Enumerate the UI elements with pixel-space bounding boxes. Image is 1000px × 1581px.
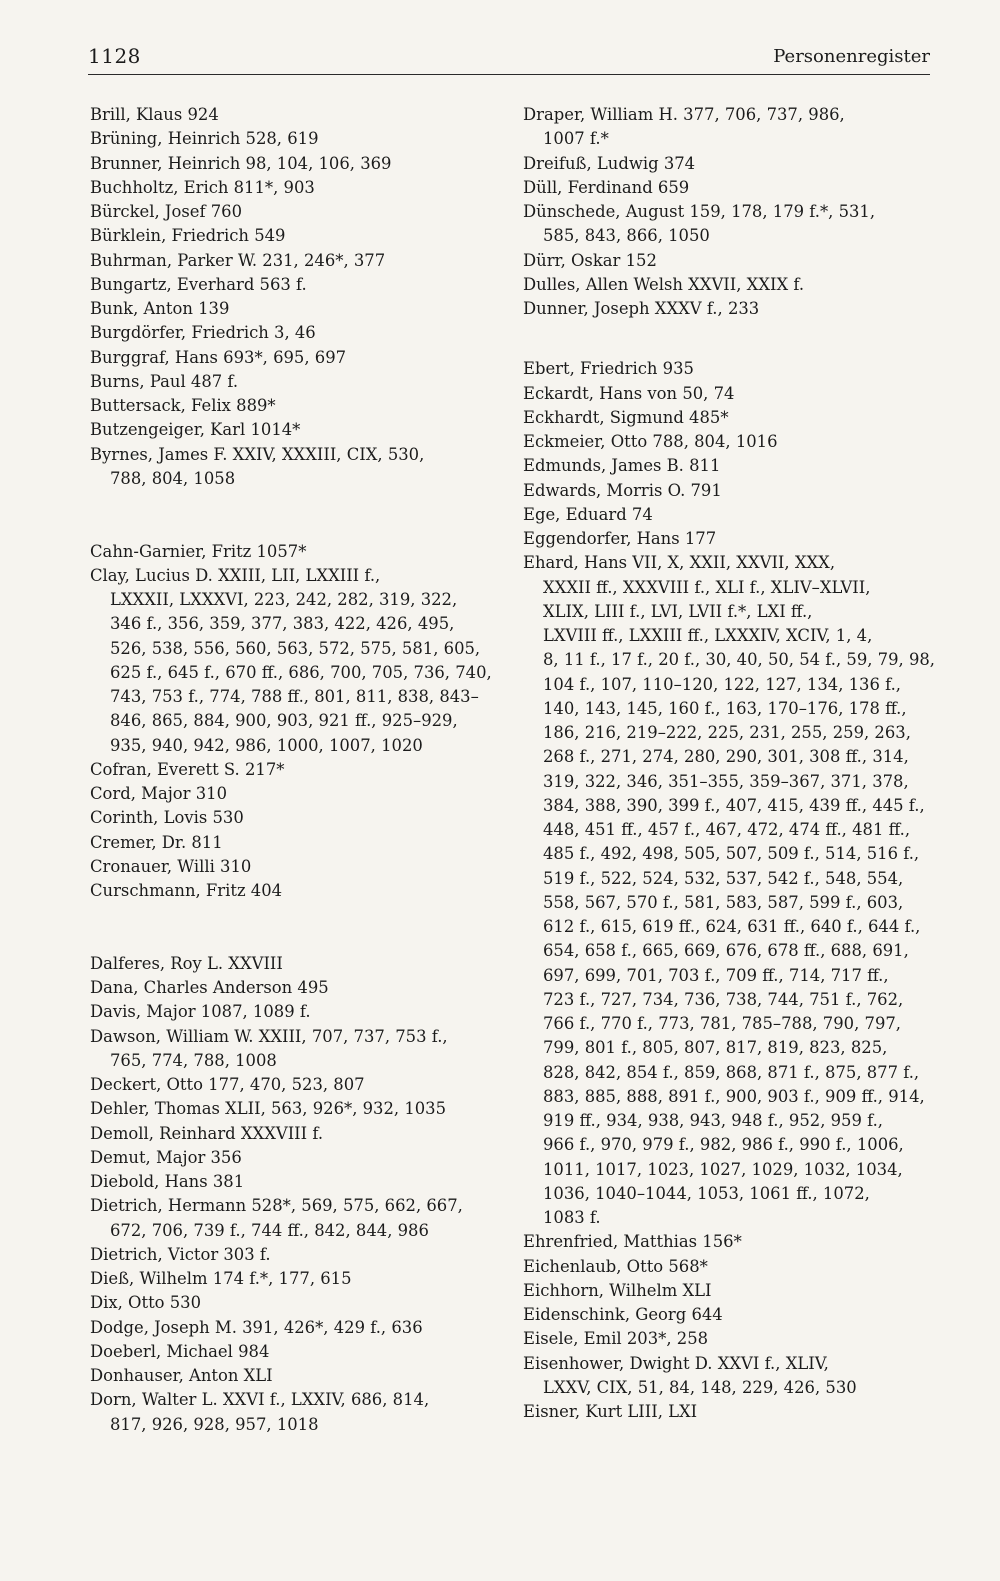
- index-entry-line: Curschmann, Fritz 404: [90, 881, 283, 900]
- index-entry: [90, 976, 490, 1000]
- index-entry-line: Eichenlaub, Otto 568*: [523, 1256, 708, 1276]
- index-entry-line: Ehrenfried, Matthias 156*: [523, 1232, 742, 1252]
- index-entry: [523, 103, 933, 152]
- index-entry-continuation: 519 f., 522, 524, 532, 537, 542 f., 548, 554,: [543, 868, 904, 888]
- index-group: [523, 357, 936, 1424]
- index-entry-continuation: 585, 843, 866, 1050: [543, 226, 710, 246]
- index-entry-line: Demoll, Reinhard XXXVIII f.: [90, 1123, 324, 1143]
- index-entry-line: Eisner, Kurt LIII, LXI: [523, 1402, 698, 1421]
- index-entry-continuation: 765, 774, 788, 1008: [110, 1050, 277, 1070]
- index-entry-line: Butzengeiger, Karl 1014*: [90, 420, 301, 440]
- index-entry: [523, 1255, 933, 1279]
- index-entry: [523, 479, 933, 503]
- index-entry-line: Cremer, Dr. 811: [90, 832, 223, 852]
- index-entry: [523, 1230, 933, 1254]
- index-entry: [90, 127, 490, 151]
- index-entry-continuation: LXXV, CIX, 51, 84, 148, 229, 426, 530: [543, 1377, 857, 1397]
- index-entry-line: Edwards, Morris O. 791: [523, 480, 722, 500]
- index-entry: [90, 1340, 490, 1364]
- index-entry-line: Dana, Charles Anderson 495: [90, 978, 329, 997]
- running-head: Personenregister: [773, 46, 930, 67]
- index-entry-continuation: 625 f., 645 f., 670 ff., 686, 700, 705, 736, 740,: [110, 662, 492, 682]
- index-entry-continuation: 140, 143, 145, 160 f., 163, 170–176, 178 ff.,: [543, 698, 907, 718]
- index-entry-continuation: XLIX, LIII f., LVI, LVII f.*, LXI ff.,: [543, 601, 813, 621]
- index-entry: [523, 1400, 933, 1424]
- index-entry: [90, 1364, 490, 1388]
- index-entry: [90, 1170, 490, 1194]
- index-entry-continuation: 788, 804, 1058: [110, 468, 236, 488]
- index-entry-line: Donhauser, Anton XLI: [90, 1366, 273, 1385]
- index-entry: [523, 382, 933, 406]
- index-entry: [523, 1303, 933, 1327]
- index-entry-line: Ege, Eduard 74: [523, 504, 653, 524]
- page-header: [88, 44, 930, 75]
- index-entry-line: Dodge, Joseph M. 391, 426*, 429 f., 636: [90, 1317, 423, 1337]
- index-entry-line: Buhrman, Parker W. 231, 246*, 377: [90, 250, 386, 270]
- index-entry-line: Cofran, Everett S. 217*: [90, 759, 285, 779]
- index-entry: [523, 406, 933, 430]
- group-spacer: [90, 903, 490, 952]
- index-entry-continuation: 828, 842, 854 f., 859, 868, 871 f., 875, 877 f.,: [543, 1062, 920, 1082]
- index-entry: [90, 1073, 490, 1097]
- index-entry: [90, 1267, 490, 1291]
- index-group: [90, 540, 490, 904]
- index-entry-line: Dehler, Thomas XLII, 563, 926*, 932, 1035: [90, 1099, 447, 1119]
- group-spacer: [90, 491, 490, 540]
- index-entry: [523, 297, 933, 321]
- index-entry: [90, 831, 490, 855]
- index-entry-continuation: LXVIII ff., LXXIII ff., LXXXIV, XCIV, 1, 4,: [543, 626, 873, 645]
- index-entry-continuation: 919 ff., 934, 938, 943, 948 f., 952, 959 f.,: [543, 1111, 884, 1130]
- index-entry: [90, 564, 490, 758]
- index-entry-line: Bürckel, Josef 760: [90, 202, 243, 221]
- index-entry-line: Diebold, Hans 381: [90, 1172, 245, 1191]
- index-entry: [90, 346, 490, 370]
- index-entry: [523, 1327, 933, 1351]
- index-entry: [90, 200, 490, 224]
- index-entry: [523, 357, 933, 381]
- index-entry: [90, 394, 490, 418]
- index-entry-line: Eichhorn, Wilhelm XLI: [523, 1280, 712, 1300]
- index-entry: [90, 1388, 490, 1437]
- index-entry-line: Dietrich, Hermann 528*, 569, 575, 662, 667,: [90, 1196, 463, 1216]
- index-entry-line: Draper, William H. 377, 706, 737, 986,: [523, 105, 845, 124]
- index-column-left: [90, 103, 490, 1437]
- index-entry-line: Burns, Paul 487 f.: [90, 371, 239, 391]
- index-entry-line: Bunk, Anton 139: [90, 299, 230, 318]
- index-entry: [90, 952, 490, 976]
- index-entry: [90, 1146, 490, 1170]
- index-entry-line: Brunner, Heinrich 98, 104, 106, 369: [90, 153, 392, 173]
- index-entry: [90, 855, 490, 879]
- index-entry-line: Cahn-Garnier, Fritz 1057*: [90, 541, 307, 561]
- index-entry-continuation: 966 f., 970, 979 f., 982, 986 f., 990 f., 1006,: [543, 1135, 904, 1155]
- index-entry: [523, 1352, 933, 1401]
- index-entry-continuation: 697, 699, 701, 703 f., 709 ff., 714, 717 ff.,: [543, 965, 889, 985]
- index-entry-line: Eckmeier, Otto 788, 804, 1016: [523, 432, 778, 451]
- index-entry: [90, 224, 490, 248]
- index-entry: [90, 443, 490, 492]
- index-entry-continuation: 1011, 1017, 1023, 1027, 1029, 1032, 1034,: [543, 1159, 903, 1179]
- index-entry-continuation: 8, 11 f., 17 f., 20 f., 30, 40, 50, 54 f., 59, 79, 98,: [543, 650, 936, 670]
- index-entry: [523, 249, 933, 273]
- index-entry-continuation: 526, 538, 556, 560, 563, 572, 575, 581, 605,: [110, 638, 481, 658]
- index-entry-continuation: 384, 388, 390, 399 f., 407, 415, 439 ff., 445 f.,: [543, 795, 925, 815]
- index-entry: [90, 370, 490, 394]
- index-entry: [90, 152, 490, 176]
- index-entry-line: Davis, Major 1087, 1089 f.: [90, 1002, 311, 1022]
- index-entry: [90, 758, 490, 782]
- index-entry-line: Dürr, Oskar 152: [523, 250, 657, 270]
- index-entry-line: Brüning, Heinrich 528, 619: [90, 129, 319, 149]
- index-entry-line: Dunner, Joseph XXXV f., 233: [523, 299, 760, 318]
- index-entry: [90, 1194, 490, 1243]
- index-entry-continuation: XXXII ff., XXXVIII f., XLI f., XLIV–XLVII,: [543, 577, 871, 597]
- index-entry: [523, 527, 933, 551]
- index-entry-continuation: 346 f., 356, 359, 377, 383, 422, 426, 495,: [110, 614, 455, 634]
- group-spacer: [523, 321, 933, 357]
- index-entry-line: Corinth, Lovis 530: [90, 808, 244, 828]
- index-entry-continuation: 672, 706, 739 f., 744 ff., 842, 844, 986: [110, 1220, 429, 1240]
- index-entry-line: Brill, Klaus 924: [90, 105, 219, 124]
- index-entry-continuation: 817, 926, 928, 957, 1018: [110, 1414, 319, 1434]
- index-entry: [90, 1097, 490, 1121]
- index-entry-line: Dieß, Wilhelm 174 f.*, 177, 615: [90, 1269, 352, 1288]
- index-entry-continuation: 612 f., 615, 619 ff., 624, 631 ff., 640 f., 644 f.,: [543, 917, 921, 936]
- index-entry-line: Dawson, William W. XXIII, 707, 737, 753 f.,: [90, 1026, 448, 1046]
- index-entry-continuation: 1083 f.: [543, 1208, 601, 1227]
- index-entry-line: Eisele, Emil 203*, 258: [523, 1329, 709, 1349]
- index-entry: [90, 806, 490, 830]
- index-entry-line: Deckert, Otto 177, 470, 523, 807: [90, 1075, 365, 1094]
- index-entry: [90, 782, 490, 806]
- index-entry-continuation: 723 f., 727, 734, 736, 738, 744, 751 f., 762,: [543, 989, 904, 1009]
- index-entry-line: Eggendorfer, Hans 177: [523, 529, 717, 548]
- index-entry: [523, 1279, 933, 1303]
- index-entry-continuation: 104 f., 107, 110–120, 122, 127, 134, 136 f.,: [543, 674, 902, 694]
- index-group: [90, 952, 490, 1437]
- index-group: [90, 103, 490, 491]
- index-entry: [90, 273, 490, 297]
- index-entry: [523, 503, 933, 527]
- index-entry-line: Dalferes, Roy L. XXVIII: [90, 953, 283, 973]
- index-entry-line: Demut, Major 356: [90, 1147, 242, 1167]
- index-entry-line: Ehard, Hans VII, X, XXII, XXVII, XXX,: [523, 553, 836, 573]
- index-entry-continuation: 743, 753 f., 774, 788 ff., 801, 811, 838, 843–: [110, 687, 479, 706]
- index-entry-line: Burggraf, Hans 693*, 695, 697: [90, 347, 347, 367]
- index-entry-line: Eckardt, Hans von 50, 74: [523, 383, 735, 403]
- index-entry-continuation: 485 f., 492, 498, 505, 507, 509 f., 514, 516 f.,: [543, 844, 920, 864]
- index-entry: [90, 1243, 490, 1267]
- index-group: [523, 103, 933, 321]
- index-entry-line: Dulles, Allen Welsh XXVII, XXIX f.: [523, 274, 805, 294]
- index-entry-line: Bürklein, Friedrich 549: [90, 226, 286, 246]
- index-entry-line: Eckhardt, Sigmund 485*: [523, 407, 729, 427]
- index-entry-line: Dünschede, August 159, 178, 179 f.*, 531,: [523, 202, 876, 221]
- page-number: 1128: [88, 44, 141, 68]
- index-column-right: [523, 103, 936, 1424]
- index-entry-continuation: LXXXII, LXXXVI, 223, 242, 282, 319, 322,: [110, 590, 458, 609]
- index-entry-line: Burgdörfer, Friedrich 3, 46: [90, 323, 316, 343]
- index-entry-line: Edmunds, James B. 811: [523, 456, 721, 476]
- index-entry-continuation: 1007 f.*: [543, 129, 609, 149]
- index-entry-continuation: 654, 658 f., 665, 669, 676, 678 ff., 688, 691,: [543, 941, 909, 961]
- index-entry: [90, 540, 490, 564]
- index-entry: [90, 321, 490, 345]
- index-entry: [90, 103, 490, 127]
- index-entry-line: Bungartz, Everhard 563 f.: [90, 274, 307, 294]
- index-entry-continuation: 883, 885, 888, 891 f., 900, 903 f., 909 ff., 914,: [543, 1086, 925, 1106]
- index-entry-line: Dreifuß, Ludwig 374: [523, 153, 696, 173]
- index-entry-line: Eidenschink, Georg 644: [523, 1305, 723, 1324]
- index-entry: [90, 1122, 490, 1146]
- index-entry-line: Düll, Ferdinand 659: [523, 177, 690, 197]
- index-entry: [90, 249, 490, 273]
- index-entry-continuation: 448, 451 ff., 457 f., 467, 472, 474 ff., 481 ff.,: [543, 820, 911, 839]
- index-entry: [523, 454, 933, 478]
- index-entry: [523, 176, 933, 200]
- index-entry-continuation: 558, 567, 570 f., 581, 583, 587, 599 f., 603,: [543, 892, 904, 912]
- index-entry-line: Buchholtz, Erich 811*, 903: [90, 177, 315, 197]
- index-entry-line: Dix, Otto 530: [90, 1293, 202, 1313]
- index-entry-continuation: 935, 940, 942, 986, 1000, 1007, 1020: [110, 735, 423, 755]
- index-entry-line: Cord, Major 310: [90, 784, 227, 803]
- index-entry-continuation: 319, 322, 346, 351–355, 359–367, 371, 378,: [543, 771, 909, 791]
- index-entry-line: Byrnes, James F. XXIV, XXXIII, CIX, 530,: [90, 444, 425, 464]
- index-entry: [523, 152, 933, 176]
- index-entry: [90, 418, 490, 442]
- index-entry: [523, 430, 933, 454]
- index-entry-continuation: 268 f., 271, 274, 280, 290, 301, 308 ff., 314,: [543, 747, 909, 767]
- index-entry-line: Cronauer, Willi 310: [90, 856, 252, 876]
- index-entry: [523, 273, 933, 297]
- index-entry-line: Dorn, Walter L. XXVI f., LXXIV, 686, 814,: [90, 1390, 430, 1410]
- index-entry-continuation: 1036, 1040–1044, 1053, 1061 ff., 1072,: [543, 1183, 870, 1203]
- index-entry-continuation: 766 f., 770 f., 773, 781, 785–788, 790, 797,: [543, 1014, 902, 1033]
- index-entry: [90, 1000, 490, 1024]
- index-entry-line: Doeberl, Michael 984: [90, 1341, 270, 1361]
- index-entry-line: Buttersack, Felix 889*: [90, 396, 276, 415]
- index-entry-continuation: 846, 865, 884, 900, 903, 921 ff., 925–929,: [110, 711, 458, 731]
- index-entry-line: Ebert, Friedrich 935: [523, 359, 694, 379]
- index-entry-continuation: 186, 216, 219–222, 225, 231, 255, 259, 263,: [543, 723, 911, 742]
- index-entry: [523, 200, 933, 249]
- index-entry-line: Clay, Lucius D. XXIII, LII, LXXIII f.,: [90, 565, 381, 585]
- index-entry: [90, 1316, 490, 1340]
- index-entry: [90, 176, 490, 200]
- index-entry: [90, 1025, 490, 1074]
- index-entry: [90, 879, 490, 903]
- index-entry: [90, 297, 490, 321]
- index-entry: [523, 551, 936, 1230]
- index-entry-line: Eisenhower, Dwight D. XXVI f., XLIV,: [523, 1353, 829, 1373]
- index-entry-line: Dietrich, Victor 303 f.: [90, 1244, 271, 1264]
- index-entry: [90, 1291, 490, 1315]
- index-entry-continuation: 799, 801 f., 805, 807, 817, 819, 823, 825,: [543, 1038, 888, 1058]
